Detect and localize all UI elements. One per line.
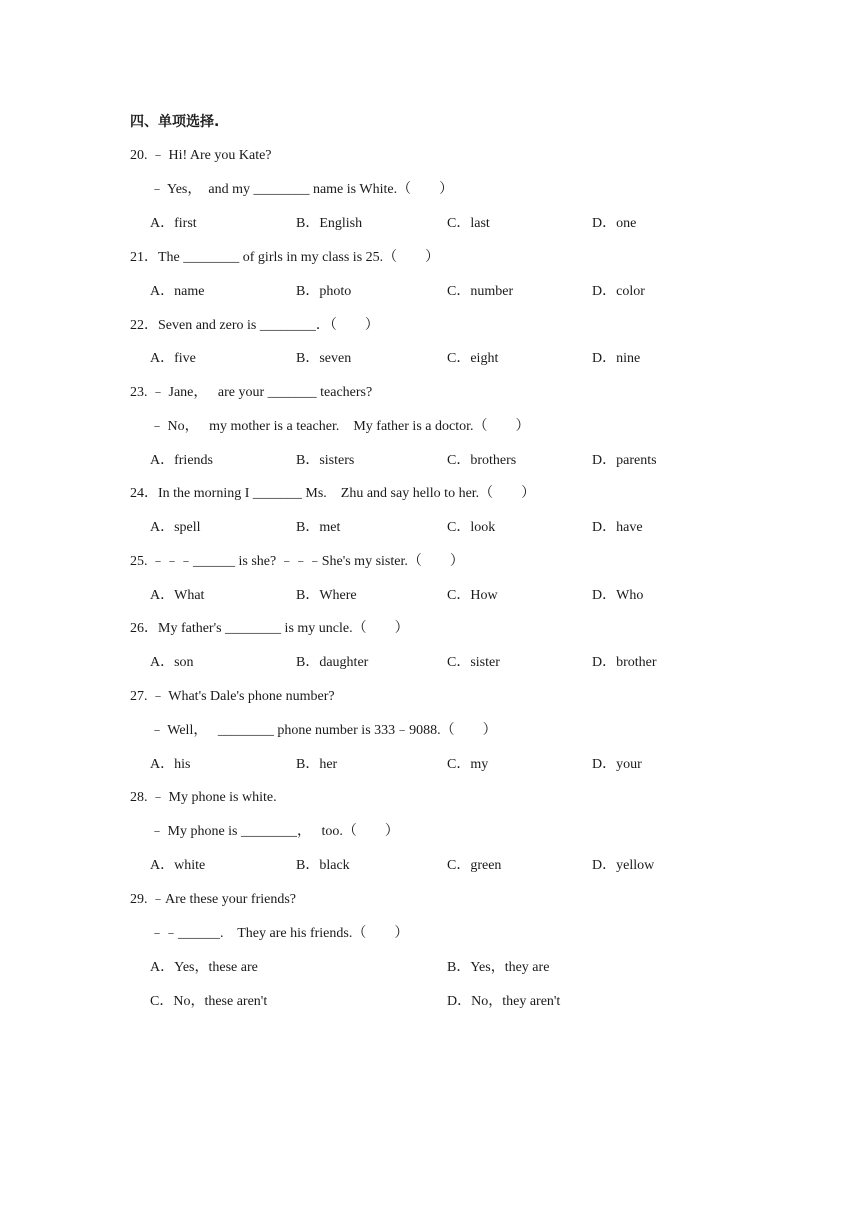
question-29-stem: 29. ﹣Are these your friends? — [130, 892, 297, 907]
question-29-option-b[interactable]: B．Yes，they are — [447, 960, 550, 975]
question-22-option-b[interactable]: B．seven — [296, 351, 352, 366]
question-28-option-b[interactable]: B．black — [296, 858, 350, 873]
question-20-option-c[interactable]: C．last — [447, 216, 490, 231]
question-28-answer-line: ﹣ My phone is ________， too.（ ） — [150, 824, 399, 839]
question-27-option-b[interactable]: B．her — [296, 757, 338, 772]
question-26-option-a[interactable]: A．son — [150, 655, 194, 670]
question-29-option-d[interactable]: D．No，they aren't — [447, 994, 561, 1009]
question-28-option-d[interactable]: D．yellow — [592, 858, 655, 873]
question-22-option-c[interactable]: C．eight — [447, 351, 499, 366]
question-20-option-b[interactable]: B．English — [296, 216, 363, 231]
section-title: 四、单项选择. — [130, 114, 220, 130]
question-27-stem: 27. ﹣ What's Dale's phone number? — [130, 689, 335, 704]
question-21-option-d[interactable]: D．color — [592, 284, 645, 299]
question-23-option-b[interactable]: B．sisters — [296, 453, 355, 468]
question-25-option-b[interactable]: B．Where — [296, 588, 357, 603]
question-27-option-d[interactable]: D．your — [592, 757, 642, 772]
question-25-option-a[interactable]: A．What — [150, 588, 205, 603]
question-29-option-c[interactable]: C．No，these aren't — [150, 994, 268, 1009]
question-20-stem: 20. ﹣ Hi! Are you Kate? — [130, 148, 272, 163]
question-23-option-a[interactable]: A．friends — [150, 453, 213, 468]
question-29-answer-line: ﹣﹣______. They are his friends.（ ） — [150, 926, 409, 941]
question-27-option-c[interactable]: C．my — [447, 757, 489, 772]
question-26-option-c[interactable]: C．sister — [447, 655, 500, 670]
question-21-option-c[interactable]: C．number — [447, 284, 514, 299]
question-23-answer-line: ﹣ No， my mother is a teacher. My father is a doctor.（ ） — [150, 419, 530, 434]
question-21-option-a[interactable]: A．name — [150, 284, 205, 299]
question-25-option-c[interactable]: C．How — [447, 588, 498, 603]
question-20-answer-line: ﹣ Yes， and my ________ name is White.（ ） — [150, 182, 454, 197]
question-24-option-d[interactable]: D．have — [592, 520, 643, 535]
question-24-option-a[interactable]: A．spell — [150, 520, 201, 535]
question-24-stem: 24．In the morning I _______ Ms. Zhu and say hello to her.（ ） — [130, 486, 536, 501]
question-26-option-d[interactable]: D．brother — [592, 655, 657, 670]
question-20-option-d[interactable]: D．one — [592, 216, 637, 231]
question-22-stem: 22．Seven and zero is ________．（ ） — [130, 318, 379, 333]
question-23-option-c[interactable]: C．brothers — [447, 453, 517, 468]
question-21-option-b[interactable]: B．photo — [296, 284, 352, 299]
question-22-option-d[interactable]: D．nine — [592, 351, 641, 366]
question-24-option-c[interactable]: C．look — [447, 520, 496, 535]
question-22-option-a[interactable]: A．five — [150, 351, 196, 366]
question-20-option-a[interactable]: A．first — [150, 216, 197, 231]
question-26-stem: 26．My father's ________ is my uncle.（ ） — [130, 621, 409, 636]
question-28-option-a[interactable]: A．white — [150, 858, 206, 873]
question-25-option-d[interactable]: D．Who — [592, 588, 644, 603]
question-29-option-a[interactable]: A．Yes，these are — [150, 960, 258, 975]
question-21-stem: 21．The ________ of girls in my class is 25.（ ） — [130, 250, 440, 265]
question-23-option-d[interactable]: D．parents — [592, 453, 657, 468]
question-24-option-b[interactable]: B．met — [296, 520, 341, 535]
question-28-option-c[interactable]: C．green — [447, 858, 502, 873]
question-23-stem: 23. ﹣ Jane， are your _______ teachers? — [130, 385, 373, 400]
question-28-stem: 28. ﹣ My phone is white. — [130, 790, 277, 805]
question-26-option-b[interactable]: B．daughter — [296, 655, 369, 670]
question-25-stem: 25. ﹣﹣﹣______ is she? ﹣﹣﹣She's my sister.（ ） — [130, 554, 464, 569]
question-27-answer-line: ﹣ Well， ________ phone number is 333﹣9088.（ ） — [150, 723, 497, 738]
question-27-option-a[interactable]: A．his — [150, 757, 191, 772]
